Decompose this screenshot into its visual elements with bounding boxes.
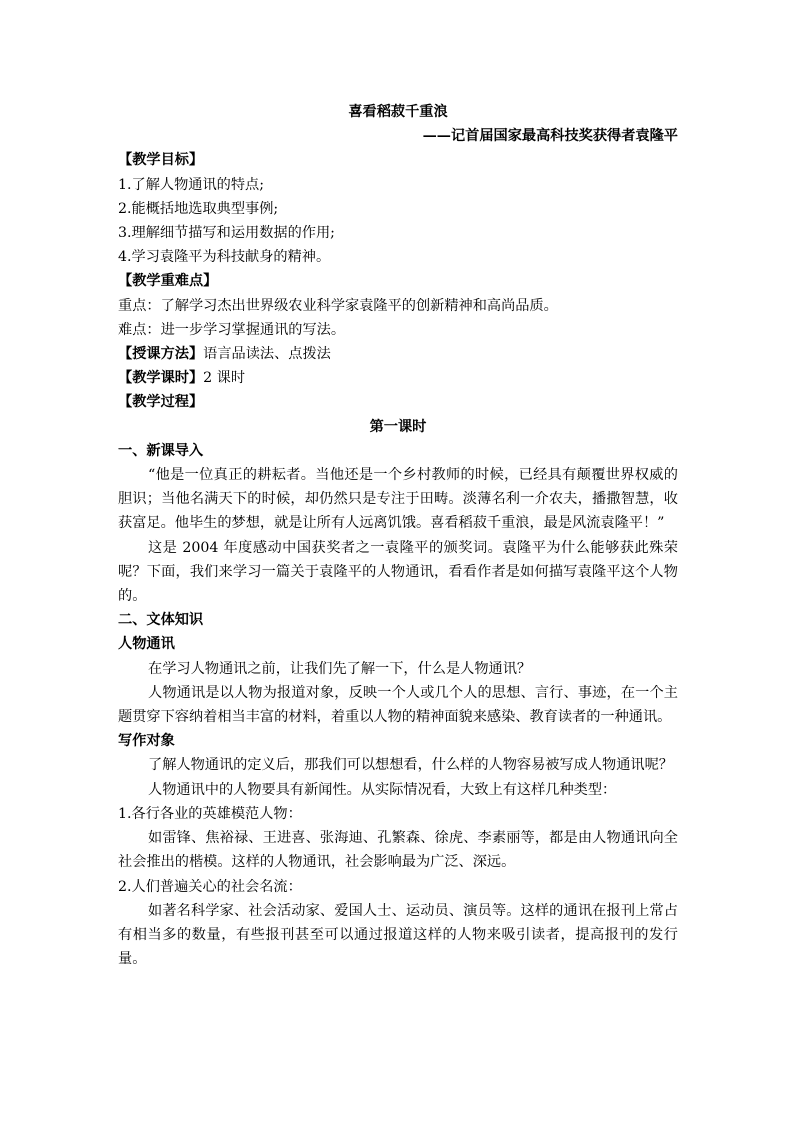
page-subtitle: ——记首届国家最高科技奖获得者袁隆平 <box>422 128 678 145</box>
key-point-focus: 重点：了解学习杰出世界级农业科学家袁隆平的创新精神和高尚品质。 <box>118 297 558 314</box>
intro-paragraph: 这是 2004 年度感动中国获奖者之一袁隆平的颁奖词。袁隆平为什么能够获此殊荣呢？下面，我们来学习一篇关于袁隆平的人物通讯，看看作者是如何描写袁隆平这个人物的。 <box>118 539 678 605</box>
paragraph: 人物通讯中的人物要具有新闻性。从实际情况看，大致上有这样几种类型： <box>148 781 617 798</box>
hours-label: 【教学课时】 <box>118 370 204 387</box>
key-point-difficulty: 难点：进一步学习掌握通讯的写法。 <box>118 321 346 338</box>
goal-item: 4.学习袁隆平为科技献身的精神。 <box>118 249 331 266</box>
lesson-title: 第一课时 <box>369 418 427 435</box>
goals-heading: 【教学目标】 <box>118 152 204 169</box>
method-label: 【授课方法】 <box>118 346 204 363</box>
goal-item: 3.理解细节描写和运用数据的作用; <box>118 225 335 242</box>
intro-quote: “他是一位真正的耕耘者。当他还是一个乡村教师的时候，已经具有颠覆世界权威的胆识；当他名满天下的时候，却仍然只是专注于田畴。淡薄名利一介农夫，播撒智慧，收获富足。他毕生的梦想，就是让所有人远离饥饿。喜看稻菽千重浪，最是风流袁隆平！” <box>118 467 678 532</box>
subheading-writing-object: 写作对象 <box>118 733 175 750</box>
paragraph: 如雷锋、焦裕禄、王进喜、张海迪、孔繁森、徐虎、李素丽等，都是由人物通讯向全社会推出的楷模。这样的人物通讯，社会影响最为广泛、深远。 <box>118 830 678 871</box>
method-value: 语言品读法、点拨法 <box>203 346 331 363</box>
document-body <box>118 100 678 971</box>
type-item: 1.各行各业的英雄模范人物： <box>118 805 302 822</box>
paragraph: 如著名科学家、社会活动家、爱国人士、运动员、演员等。这样的通讯在报刊上常占有相当多的数量，有些报刊甚至可以通过报道这样的人物来吸引读者，提高报刊的发行量。 <box>118 902 678 968</box>
section1-heading: 一、新课导入 <box>118 442 204 459</box>
goal-item: 2.能概括地选取典型事例; <box>118 200 279 217</box>
type-item: 2.人们普遍关心的社会名流： <box>118 878 302 895</box>
goal-item: 1.了解人物通讯的特点; <box>118 176 265 193</box>
section2-heading: 二、文体知识 <box>118 612 204 629</box>
hours-row <box>118 366 678 390</box>
paragraph: 人物通讯是以人物为报道对象，反映一个人或几个人的思想、言行、事迹，在一个主题贯穿下容纳着相当丰富的材料，着重以人物的精神面貌来感染、教育读者的一种通讯。 <box>118 684 678 726</box>
hours-value: 2 课时 <box>203 370 246 387</box>
paragraph: 在学习人物通讯之前，让我们先了解一下，什么是人物通讯？ <box>148 660 532 677</box>
paragraph: 了解人物通讯的定义后，那我们可以想想看，什么样的人物容易被写成人物通讯呢？ <box>148 757 673 774</box>
method-row <box>118 342 678 366</box>
subheading-person-report: 人物通讯 <box>118 636 175 653</box>
process-heading: 【教学过程】 <box>118 394 204 411</box>
page-title: 喜看稻菽千重浪 <box>348 104 448 120</box>
key-points-heading: 【教学重难点】 <box>118 273 218 290</box>
